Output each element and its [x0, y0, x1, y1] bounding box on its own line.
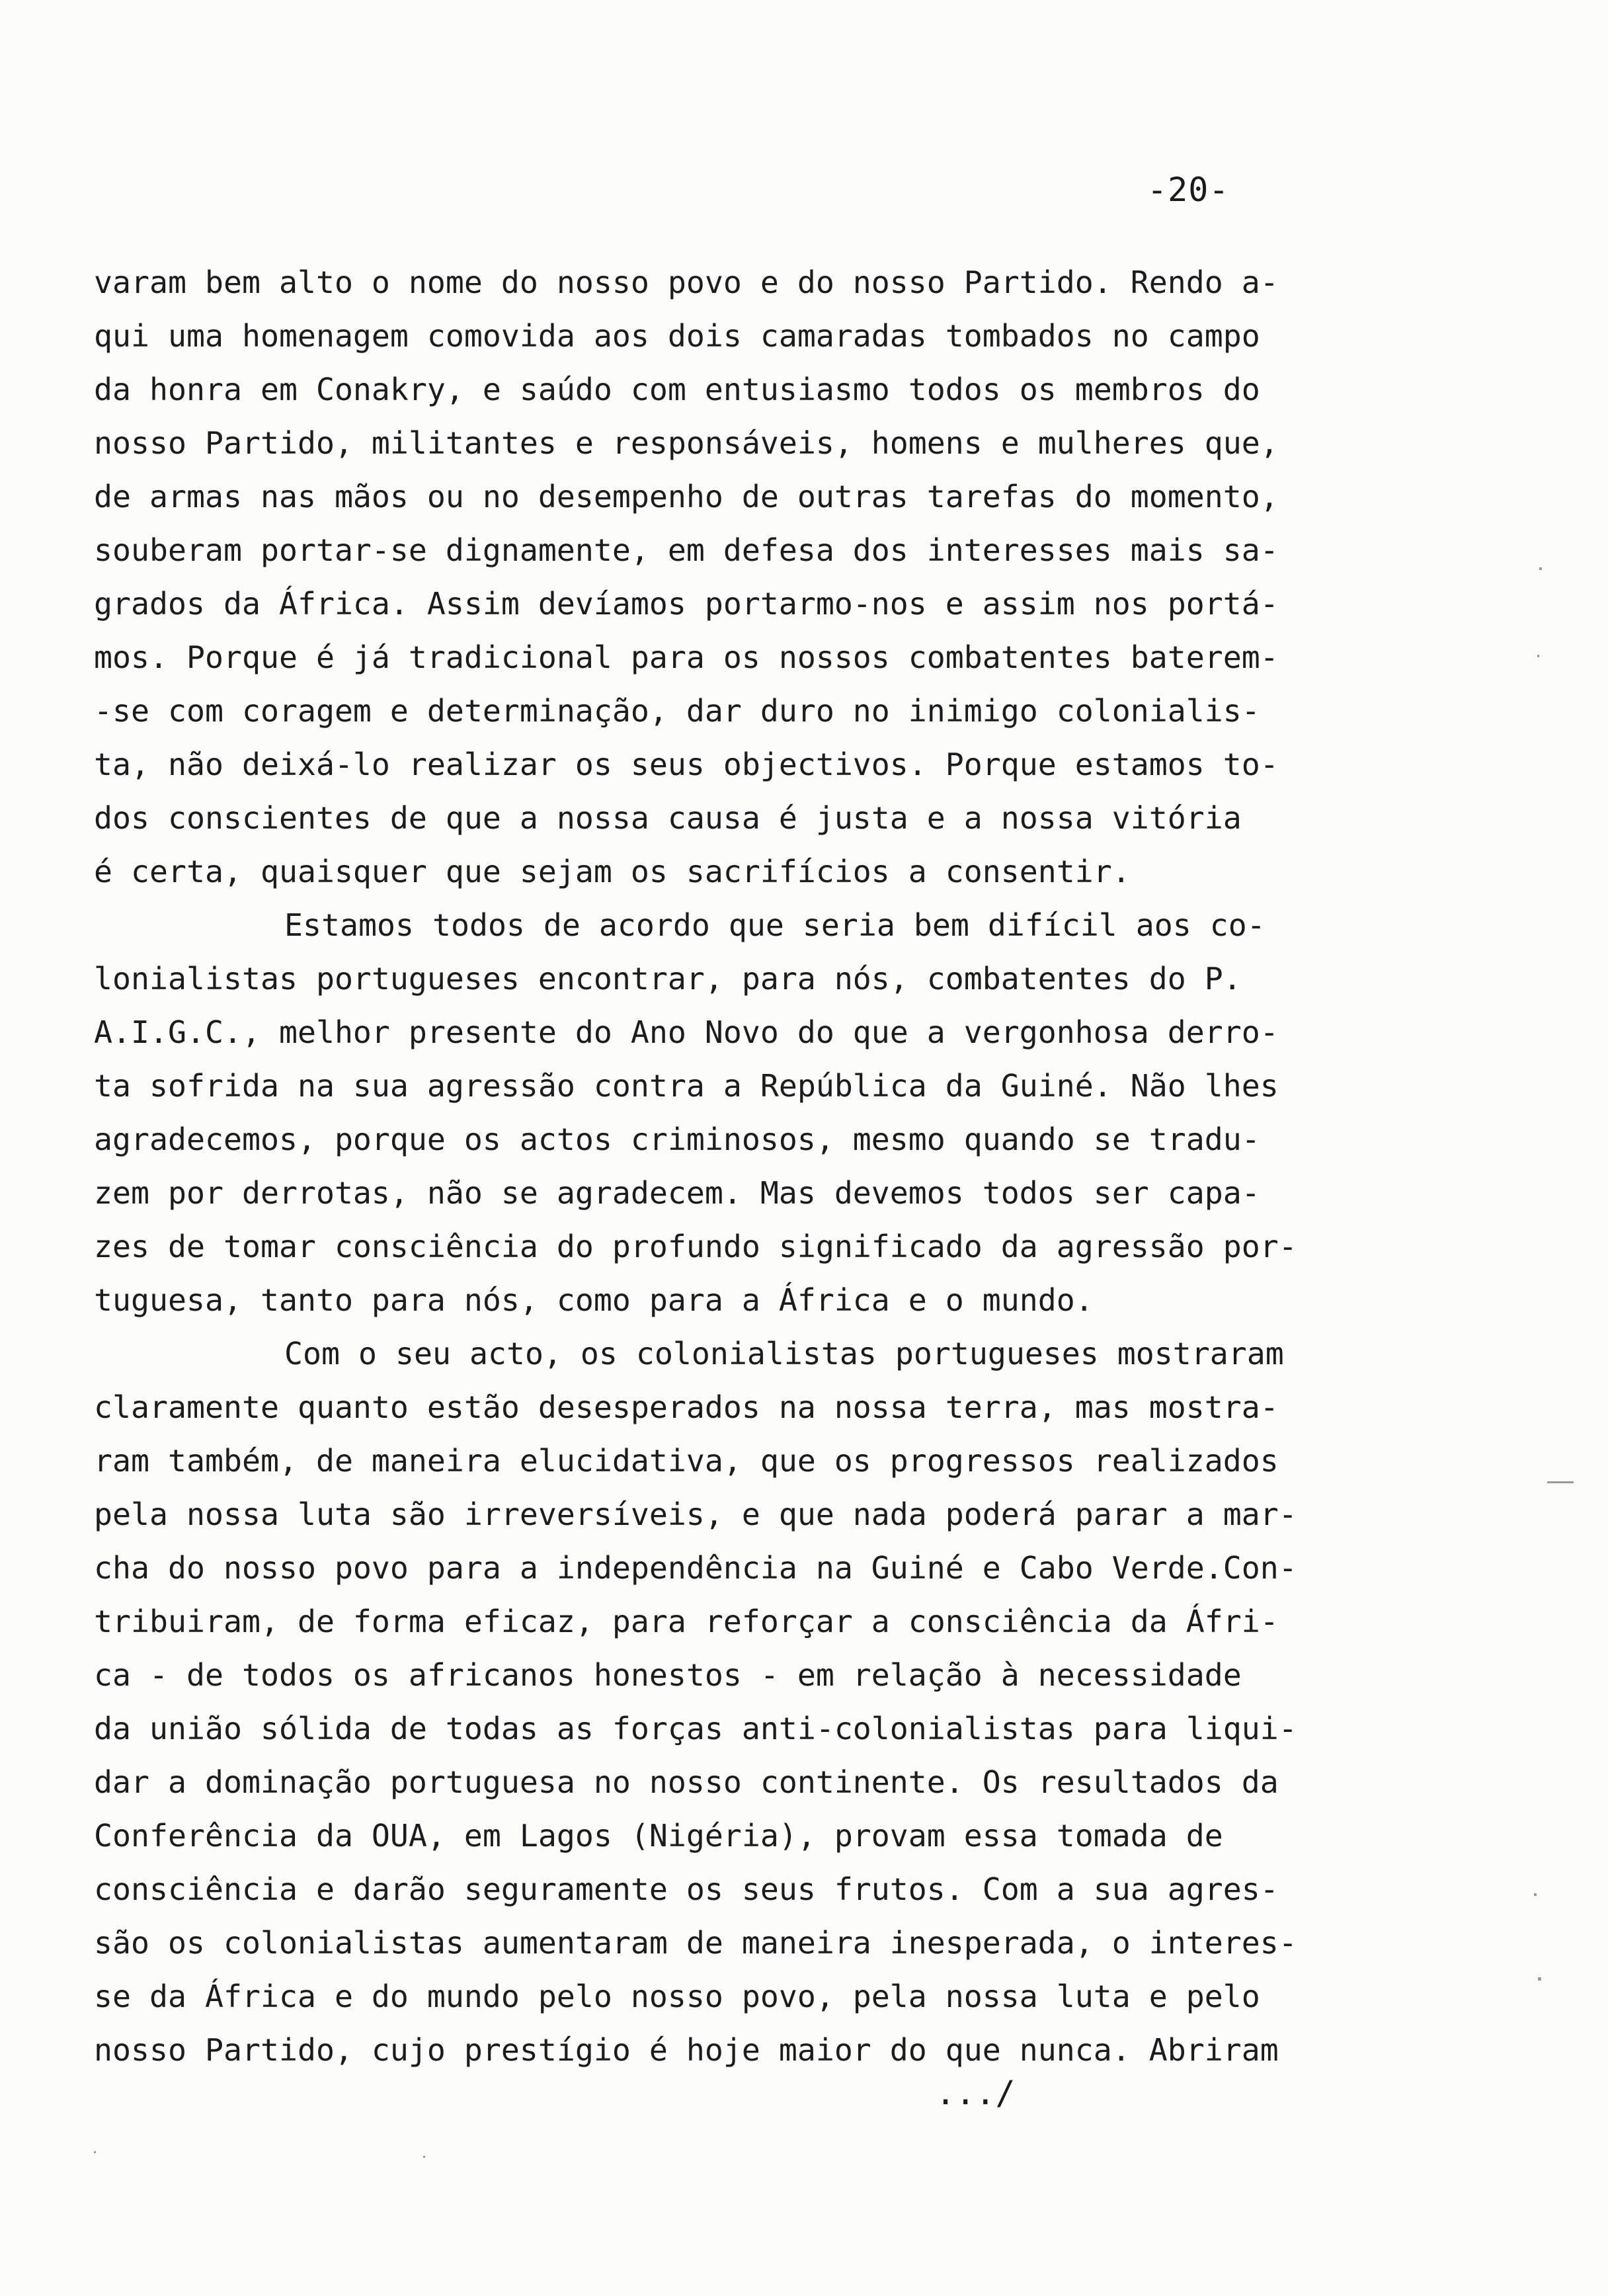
- text-line: pela nossa luta são irreversíveis, e que nada poderá parar a mar-: [94, 1496, 1297, 1532]
- text-line: se da África e do mundo pelo nosso povo, pela nossa luta e pelo: [94, 1979, 1260, 2014]
- text-line: dos conscientes de que a nossa causa é justa e a nossa vitória: [94, 800, 1242, 836]
- text-line: são os colonialistas aumentaram de maneira inesperada, o interes-: [94, 1925, 1297, 1961]
- continuation-dots: ...: [936, 2074, 996, 2112]
- text-line: nosso Partido, militantes e responsáveis, homens e mulheres que,: [94, 425, 1279, 461]
- text-line: zem por derrotas, não se agradecem. Mas devemos todos ser capa-: [94, 1175, 1260, 1211]
- text-line: agradecemos, porque os actos criminosos, mesmo quando se tradu-: [94, 1122, 1260, 1157]
- scan-speck: [423, 2156, 425, 2158]
- text-line: nosso Partido, cujo prestígio é hoje maior do que nunca. Abriram: [94, 2032, 1279, 2068]
- text-line: mos. Porque é já tradicional para os nossos combatentes baterem-: [94, 639, 1279, 675]
- text-line: ram também, de maneira elucidativa, que os progressos realizados: [94, 1443, 1279, 1479]
- text-line: Estamos todos de acordo que seria bem difícil aos co-: [284, 907, 1266, 943]
- text-line: ta, não deixá-lo realizar os seus objectivos. Porque estamos to-: [94, 747, 1279, 782]
- text-line: de armas nas mãos ou no desempenho de outras tarefas do momento,: [94, 479, 1279, 514]
- text-line: consciência e darão seguramente os seus frutos. Com a sua agres-: [94, 1871, 1279, 1907]
- text-line: ta sofrida na sua agressão contra a República da Guiné. Não lhes: [94, 1068, 1279, 1104]
- text-line: da honra em Conakry, e saúdo com entusiasmo todos os membros do: [94, 372, 1260, 407]
- text-line: Conferência da OUA, em Lagos (Nigéria), provam essa tomada de: [94, 1818, 1223, 1854]
- text-line: ca - de todos os africanos honestos - em relação à necessidade: [94, 1657, 1242, 1693]
- text-line: souberam portar-se dignamente, em defesa dos interesses mais sa-: [94, 532, 1279, 568]
- text-line: claramente quanto estão desesperados na nossa terra, mas mostra-: [94, 1389, 1279, 1425]
- text-line: tribuiram, de forma eficaz, para reforçar a consciência da Áfri-: [94, 1604, 1279, 1639]
- text-line: varam bem alto o nome do nosso povo e do nosso Partido. Rendo a-: [94, 265, 1279, 300]
- text-line: grados da África. Assim devíamos portarmo-nos e assim nos portá-: [94, 586, 1279, 622]
- text-line: da união sólida de todas as forças anti-colonialistas para liqui-: [94, 1711, 1297, 1746]
- text-line: Com o seu acto, os colonialistas portugueses mostraram: [284, 1336, 1284, 1372]
- body-text: [94, 256, 1548, 2077]
- scan-speck: [1537, 655, 1539, 657]
- page-number: -20-: [1147, 171, 1230, 209]
- scan-speck: [1547, 1481, 1574, 1483]
- text-line: qui uma homenagem comovida aos dois camaradas tombados no campo: [94, 318, 1260, 354]
- text-line: lonialistas portugueses encontrar, para nós, combatentes do P.: [94, 961, 1242, 997]
- scan-speck: [1539, 567, 1542, 570]
- scan-speck: [94, 2151, 96, 2153]
- continuation-mark: .../: [936, 2074, 1016, 2112]
- scan-speck: [1538, 1977, 1541, 1981]
- text-line: é certa, quaisquer que sejam os sacrifícios a consentir.: [94, 854, 1131, 889]
- text-line: dar a dominação portuguesa no nosso continente. Os resultados da: [94, 1764, 1279, 1800]
- text-line: tuguesa, tanto para nós, como para a África e o mundo.: [94, 1282, 1094, 1318]
- text-line: -se com coragem e determinação, dar duro no inimigo colonialis-: [94, 693, 1260, 729]
- text-line: zes de tomar consciência do profundo significado da agressão por-: [94, 1229, 1297, 1264]
- text-line: A.I.G.C., melhor presente do Ano Novo do que a vergonhosa derro-: [94, 1014, 1279, 1050]
- text-line: cha do nosso povo para a independência na Guiné e Cabo Verde.Con-: [94, 1550, 1297, 1586]
- scan-speck: [1534, 1893, 1537, 1896]
